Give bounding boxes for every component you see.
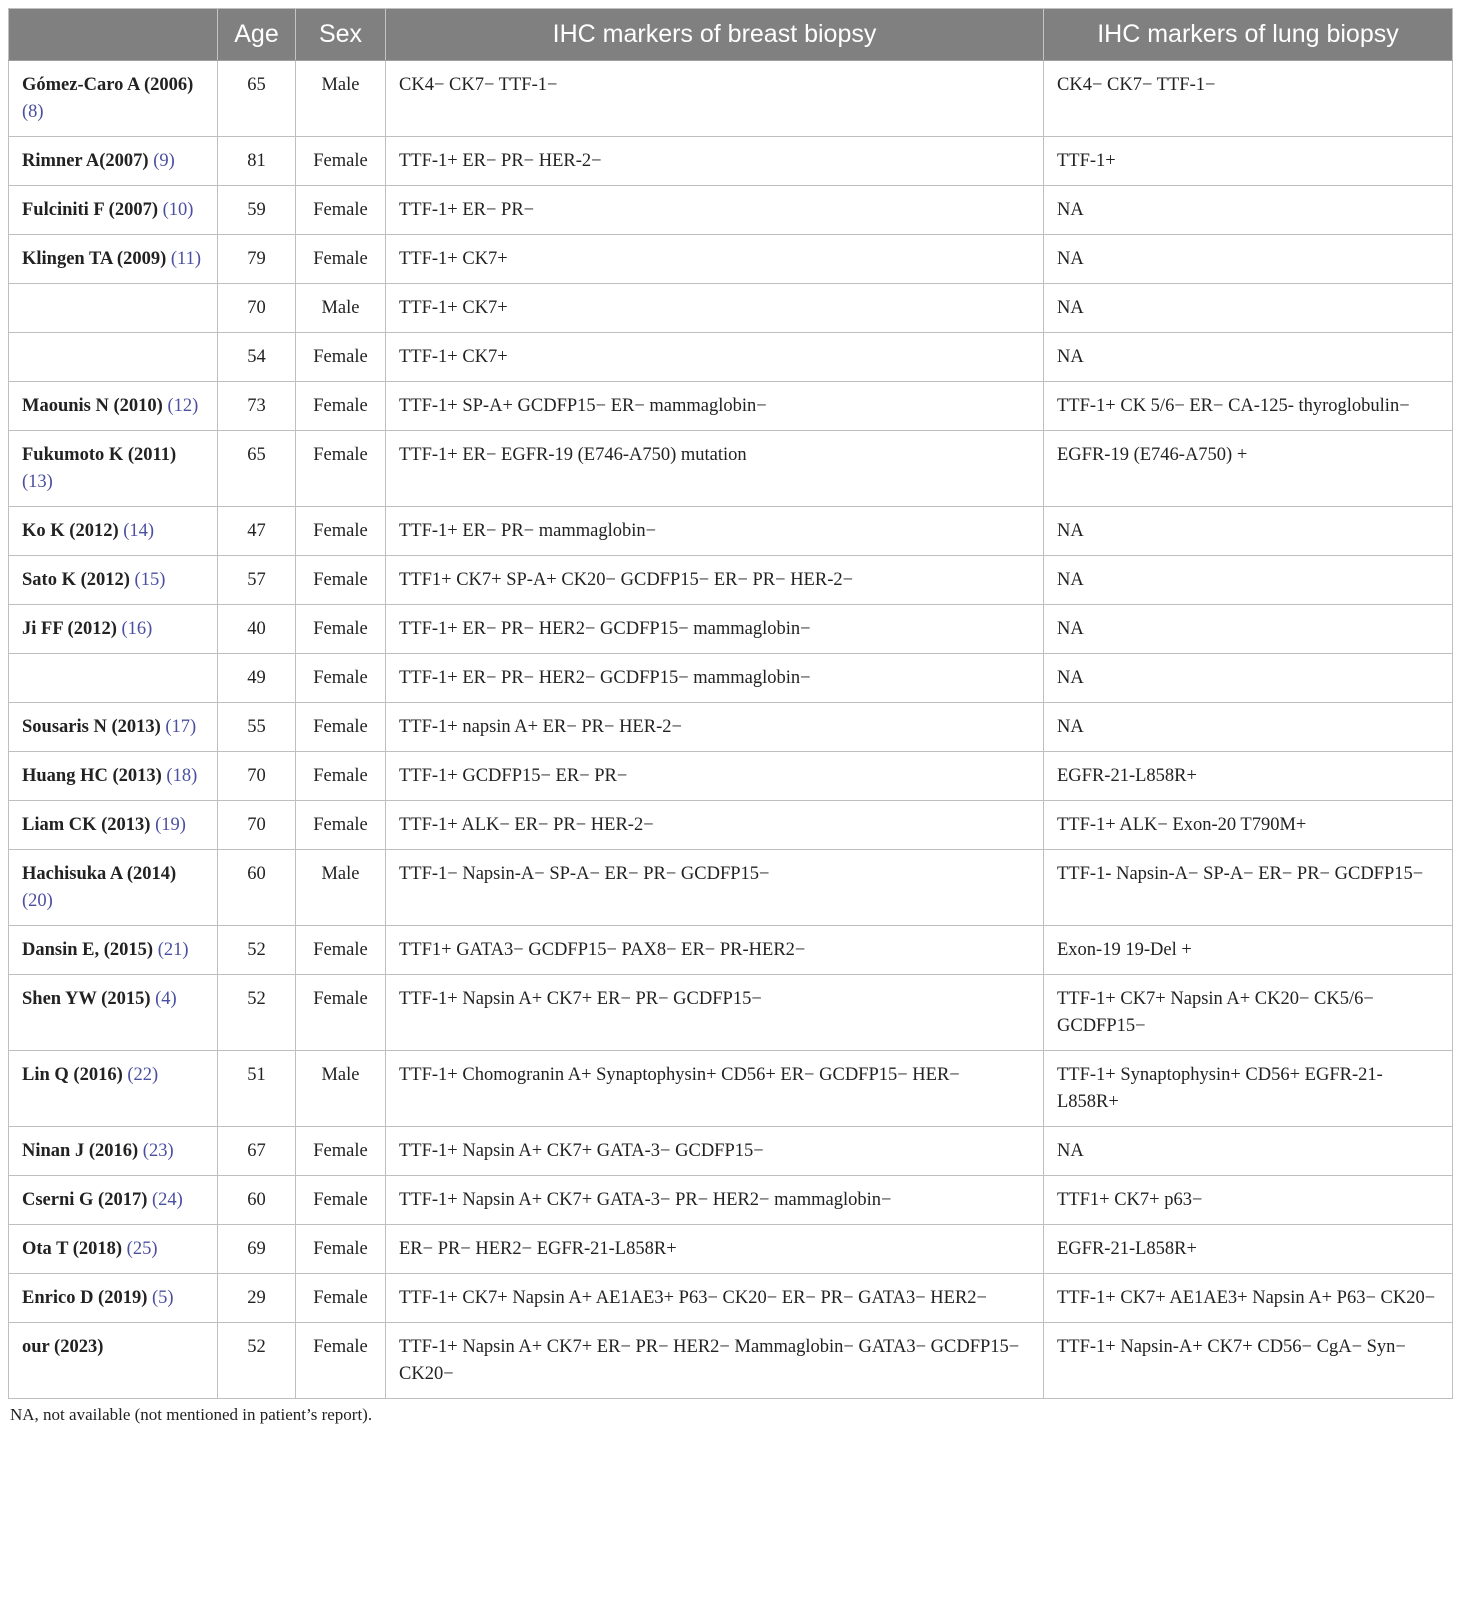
table-row: [9, 431, 1453, 507]
reference-link[interactable]: (13): [22, 472, 53, 492]
study-author: Liam CK (2013): [22, 815, 151, 835]
breast-markers-cell: TTF-1+ SP-A+ GCDFP15− ER− mammaglobin−: [386, 382, 1044, 431]
lung-markers-cell: NA: [1044, 605, 1453, 654]
reference-link[interactable]: (19): [155, 815, 186, 835]
study-author: our (2023): [22, 1337, 104, 1357]
lung-markers-cell: EGFR-19 (E746-A750) +: [1044, 431, 1453, 507]
table-row: [9, 654, 1453, 703]
reference-link[interactable]: (15): [134, 570, 166, 590]
study-author: Dansin E, (2015): [22, 940, 154, 960]
table-row: [9, 801, 1453, 850]
table-row: [9, 975, 1453, 1051]
sex-cell: Female: [296, 1274, 386, 1323]
study-author: Ninan J (2016): [22, 1141, 139, 1161]
reference-link[interactable]: (12): [167, 396, 199, 416]
study-author: Cserni G (2017): [22, 1190, 148, 1210]
reference-link[interactable]: (20): [22, 891, 53, 911]
header-lung-markers: IHC markers of lung biopsy: [1044, 9, 1453, 61]
reference-link[interactable]: (16): [121, 619, 153, 639]
lung-markers-cell: TTF-1+ Synaptophysin+ CD56+ EGFR-21-L858R+: [1044, 1051, 1453, 1127]
study-cell: [9, 975, 218, 1051]
study-cell: [9, 235, 218, 284]
lung-markers-cell: NA: [1044, 284, 1453, 333]
table-row: [9, 1225, 1453, 1274]
age-cell: 79: [218, 235, 296, 284]
breast-markers-cell: TTF1+ CK7+ SP-A+ CK20− GCDFP15− ER− PR− HER-2−: [386, 556, 1044, 605]
study-author: Sato K (2012): [22, 570, 130, 590]
age-cell: 67: [218, 1127, 296, 1176]
reference-link[interactable]: (14): [123, 521, 155, 541]
ihc-markers-table: [8, 8, 1453, 1399]
study-author: Enrico D (2019): [22, 1288, 148, 1308]
study-cell: [9, 850, 218, 926]
sex-cell: Male: [296, 1051, 386, 1127]
sex-cell: Female: [296, 186, 386, 235]
sex-cell: Female: [296, 654, 386, 703]
age-cell: 54: [218, 333, 296, 382]
study-cell: [9, 752, 218, 801]
sex-cell: Female: [296, 1127, 386, 1176]
study-author: Fulciniti F (2007): [22, 200, 158, 220]
sex-cell: Female: [296, 605, 386, 654]
breast-markers-cell: TTF-1+ napsin A+ ER− PR− HER-2−: [386, 703, 1044, 752]
reference-link[interactable]: (9): [153, 151, 175, 171]
age-cell: 70: [218, 752, 296, 801]
lung-markers-cell: TTF-1+ ALK− Exon-20 T790M+: [1044, 801, 1453, 850]
reference-link[interactable]: (5): [152, 1288, 174, 1308]
table-row: [9, 284, 1453, 333]
age-cell: 55: [218, 703, 296, 752]
study-author: Maounis N (2010): [22, 396, 163, 416]
age-cell: 59: [218, 186, 296, 235]
study-cell: [9, 186, 218, 235]
age-cell: 69: [218, 1225, 296, 1274]
sex-cell: Female: [296, 801, 386, 850]
table-row: [9, 186, 1453, 235]
study-author: Fukumoto K (2011): [22, 445, 177, 465]
reference-link[interactable]: (24): [152, 1190, 183, 1210]
sex-cell: Female: [296, 431, 386, 507]
study-author: Hachisuka A (2014): [22, 864, 177, 884]
study-cell: [9, 926, 218, 975]
breast-markers-cell: TTF-1+ CK7+: [386, 235, 1044, 284]
breast-markers-cell: TTF-1+ ER− PR− HER2− GCDFP15− mammaglobin−: [386, 605, 1044, 654]
breast-markers-cell: TTF-1+ ER− EGFR-19 (E746-A750) mutation: [386, 431, 1044, 507]
age-cell: 52: [218, 926, 296, 975]
header-sex: Sex: [296, 9, 386, 61]
lung-markers-cell: TTF-1- Napsin-A− SP-A− ER− PR− GCDFP15−: [1044, 850, 1453, 926]
table-row: [9, 926, 1453, 975]
sex-cell: Female: [296, 975, 386, 1051]
study-cell: [9, 1274, 218, 1323]
study-cell: [9, 431, 218, 507]
lung-markers-cell: TTF-1+ CK7+ Napsin A+ CK20− CK5/6− GCDFP15−: [1044, 975, 1453, 1051]
study-cell: [9, 382, 218, 431]
reference-link[interactable]: (17): [165, 717, 197, 737]
age-cell: 70: [218, 284, 296, 333]
study-cell: [9, 1176, 218, 1225]
sex-cell: Female: [296, 1225, 386, 1274]
sex-cell: Female: [296, 235, 386, 284]
table-row: [9, 703, 1453, 752]
breast-markers-cell: TTF-1+ ER− PR−: [386, 186, 1044, 235]
age-cell: 81: [218, 137, 296, 186]
lung-markers-cell: NA: [1044, 507, 1453, 556]
sex-cell: Female: [296, 752, 386, 801]
breast-markers-cell: TTF-1+ CK7+: [386, 333, 1044, 382]
age-cell: 57: [218, 556, 296, 605]
study-author: Ko K (2012): [22, 521, 119, 541]
study-cell: [9, 137, 218, 186]
breast-markers-cell: TTF-1+ Chomogranin A+ Synaptophysin+ CD56+ ER− GCDFP15− HER−: [386, 1051, 1044, 1127]
lung-markers-cell: EGFR-21-L858R+: [1044, 1225, 1453, 1274]
age-cell: 65: [218, 61, 296, 137]
study-author: Sousaris N (2013): [22, 717, 161, 737]
age-cell: 49: [218, 654, 296, 703]
study-cell: [9, 1051, 218, 1127]
study-author: Klingen TA (2009): [22, 249, 167, 269]
study-author: Huang HC (2013): [22, 766, 162, 786]
sex-cell: Female: [296, 556, 386, 605]
reference-link[interactable]: (21): [157, 940, 189, 960]
age-cell: 52: [218, 975, 296, 1051]
breast-markers-cell: ER− PR− HER2− EGFR-21-L858R+: [386, 1225, 1044, 1274]
study-author: Shen YW (2015): [22, 989, 151, 1009]
sex-cell: Female: [296, 507, 386, 556]
sex-cell: Female: [296, 333, 386, 382]
breast-markers-cell: TTF-1+ CK7+ Napsin A+ AE1AE3+ P63− CK20− ER− PR− GATA3− HER2−: [386, 1274, 1044, 1323]
study-cell: [9, 801, 218, 850]
reference-link[interactable]: (10): [162, 200, 194, 220]
breast-markers-cell: TTF-1+ Napsin A+ CK7+ ER− PR− HER2− Mammaglobin− GATA3− GCDFP15− CK20−: [386, 1323, 1044, 1399]
breast-markers-cell: TTF-1+ ALK− ER− PR− HER-2−: [386, 801, 1044, 850]
table-row: [9, 1323, 1453, 1399]
header-breast-markers: IHC markers of breast biopsy: [386, 9, 1044, 61]
header-row: [9, 9, 1453, 61]
lung-markers-cell: CK4− CK7− TTF-1−: [1044, 61, 1453, 137]
sex-cell: Male: [296, 284, 386, 333]
table-row: [9, 137, 1453, 186]
table-row: [9, 382, 1453, 431]
study-cell: [9, 654, 218, 703]
lung-markers-cell: TTF-1+ Napsin-A+ CK7+ CD56− CgA− Syn−: [1044, 1323, 1453, 1399]
study-cell: [9, 556, 218, 605]
lung-markers-cell: EGFR-21-L858R+: [1044, 752, 1453, 801]
lung-markers-cell: NA: [1044, 703, 1453, 752]
age-cell: 47: [218, 507, 296, 556]
table-container: [8, 8, 1452, 1425]
lung-markers-cell: NA: [1044, 186, 1453, 235]
table-row: [9, 507, 1453, 556]
reference-link[interactable]: (25): [126, 1239, 158, 1259]
breast-markers-cell: TTF-1+ ER− PR− mammaglobin−: [386, 507, 1044, 556]
table-row: [9, 1176, 1453, 1225]
breast-markers-cell: TTF-1+ ER− PR− HER2− GCDFP15− mammaglobin−: [386, 654, 1044, 703]
sex-cell: Female: [296, 382, 386, 431]
breast-markers-cell: TTF-1+ CK7+: [386, 284, 1044, 333]
lung-markers-cell: NA: [1044, 654, 1453, 703]
age-cell: 40: [218, 605, 296, 654]
age-cell: 65: [218, 431, 296, 507]
breast-markers-cell: TTF-1+ Napsin A+ CK7+ GATA-3− PR− HER2− mammaglobin−: [386, 1176, 1044, 1225]
breast-markers-cell: TTF-1+ GCDFP15− ER− PR−: [386, 752, 1044, 801]
breast-markers-cell: CK4− CK7− TTF-1−: [386, 61, 1044, 137]
study-author: Rimner A(2007): [22, 151, 149, 171]
reference-link[interactable]: (18): [166, 766, 198, 786]
study-author: Lin Q (2016): [22, 1065, 123, 1085]
lung-markers-cell: TTF-1+: [1044, 137, 1453, 186]
reference-link[interactable]: (4): [155, 989, 177, 1009]
table-row: [9, 1127, 1453, 1176]
study-cell: [9, 1323, 218, 1399]
header-study: [9, 9, 218, 61]
study-author: Ota T (2018): [22, 1239, 123, 1259]
table-row: [9, 61, 1453, 137]
sex-cell: Male: [296, 850, 386, 926]
reference-link[interactable]: (22): [127, 1065, 159, 1085]
study-cell: [9, 507, 218, 556]
breast-markers-cell: TTF-1+ Napsin A+ CK7+ GATA-3− GCDFP15−: [386, 1127, 1044, 1176]
study-cell: [9, 703, 218, 752]
breast-markers-cell: TTF-1+ Napsin A+ CK7+ ER− PR− GCDFP15−: [386, 975, 1044, 1051]
study-author: Ji FF (2012): [22, 619, 117, 639]
study-cell: [9, 605, 218, 654]
table-row: [9, 752, 1453, 801]
age-cell: 52: [218, 1323, 296, 1399]
sex-cell: Female: [296, 926, 386, 975]
lung-markers-cell: TTF-1+ CK7+ AE1AE3+ Napsin A+ P63− CK20−: [1044, 1274, 1453, 1323]
lung-markers-cell: NA: [1044, 556, 1453, 605]
study-cell: [9, 61, 218, 137]
lung-markers-cell: TTF1+ CK7+ p63−: [1044, 1176, 1453, 1225]
sex-cell: Male: [296, 61, 386, 137]
reference-link[interactable]: (23): [142, 1141, 174, 1161]
study-author: Gómez-Caro A (2006): [22, 75, 194, 95]
header-age: Age: [218, 9, 296, 61]
table-row: [9, 1274, 1453, 1323]
study-cell: [9, 1127, 218, 1176]
lung-markers-cell: NA: [1044, 235, 1453, 284]
study-cell: [9, 284, 218, 333]
lung-markers-cell: Exon-19 19-Del +: [1044, 926, 1453, 975]
breast-markers-cell: TTF1+ GATA3− GCDFP15− PAX8− ER− PR-HER2−: [386, 926, 1044, 975]
table-row: [9, 1051, 1453, 1127]
study-cell: [9, 333, 218, 382]
sex-cell: Female: [296, 1323, 386, 1399]
breast-markers-cell: TTF-1+ ER− PR− HER-2−: [386, 137, 1044, 186]
table-row: [9, 850, 1453, 926]
table-row: [9, 333, 1453, 382]
sex-cell: Female: [296, 137, 386, 186]
reference-link[interactable]: (11): [170, 249, 202, 269]
reference-link[interactable]: (8): [22, 102, 44, 122]
sex-cell: Female: [296, 1176, 386, 1225]
age-cell: 51: [218, 1051, 296, 1127]
table-footnote: NA, not available (not mentioned in patient’s report).: [10, 1405, 373, 1424]
lung-markers-cell: TTF-1+ CK 5/6− ER− CA-125- thyroglobulin−: [1044, 382, 1453, 431]
breast-markers-cell: TTF-1− Napsin-A− SP-A− ER− PR− GCDFP15−: [386, 850, 1044, 926]
age-cell: 29: [218, 1274, 296, 1323]
lung-markers-cell: NA: [1044, 333, 1453, 382]
table-row: [9, 605, 1453, 654]
age-cell: 73: [218, 382, 296, 431]
age-cell: 60: [218, 1176, 296, 1225]
table-row: [9, 235, 1453, 284]
age-cell: 70: [218, 801, 296, 850]
table-body: [9, 61, 1453, 1399]
sex-cell: Female: [296, 703, 386, 752]
study-cell: [9, 1225, 218, 1274]
table-row: [9, 556, 1453, 605]
lung-markers-cell: NA: [1044, 1127, 1453, 1176]
age-cell: 60: [218, 850, 296, 926]
